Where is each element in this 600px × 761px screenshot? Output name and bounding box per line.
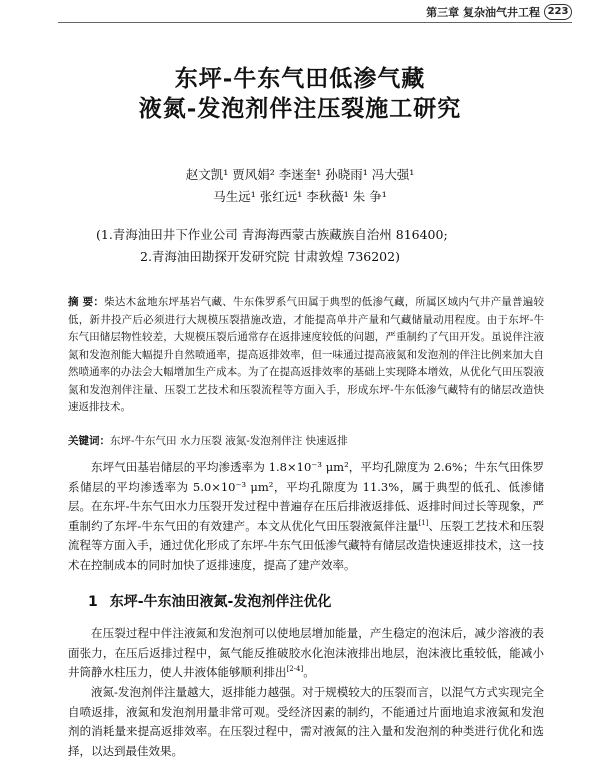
title-line-2: 液氮-发泡剂伴注压裂施工研究 <box>138 95 462 122</box>
section-paragraph-2 <box>68 683 544 761</box>
intro-text-a: 东坪气田基岩储层的平均渗透率为 1.8×10⁻³ μm²，平均孔隙度为 2.6%；牛东气田侏罗系储层的平均渗透率为 5.0×10⁻³ μm²，平均孔隙度为 11.3%，属于典型的低孔、低渗储层。在东坪-牛东气田水力压裂开发过程中普遍存在压后排液返排低、返排时间过长等现象，严重制约了东坪-牛东气田的有效建产。本文从优化气田压裂液氮伴注量 <box>68 460 544 533</box>
authors-line-1: 赵文凯¹ 贾风娟² 李迷奎¹ 孙晓雨¹ 冯大强¹ <box>185 167 415 182</box>
title-line-1: 东坪-牛东气田低渗气藏 <box>174 65 426 92</box>
author-list <box>60 164 540 208</box>
abstract-label: 摘 要： <box>68 296 105 308</box>
affiliation-2: 2.青海油田勘探开发研究院 甘肃敦煌 736202) <box>140 249 400 264</box>
intro-text-b: 、压裂工艺技术和压裂流程等方面入手，通过优化形成了东坪-牛东气田低渗气藏特有储层改造快速返排技术，这一技术在控制成本的同时加快了返排速度，提高了建产效率。 <box>68 518 545 572</box>
section-para-2-text: 液氮-发泡剂伴注量越大，返排能力越强。对于规模较大的压裂而言，以混气方式实现完全自喷返排，液氮和发泡剂用量非常可观。受经济因素的制约，不能通过片面地追求液氮和发泡剂的消耗量来提高返排效率。在压裂过程中，需对液氮的注入量和发泡剂的种类进行优化和选择，以达到最佳效果。 <box>68 685 544 758</box>
keywords-text: 东坪-牛东气田 水力压裂 液氮-发泡剂伴注 快速返排 <box>110 435 348 447</box>
keywords <box>68 433 544 450</box>
abstract <box>68 294 544 417</box>
section-paragraph-1 <box>68 624 544 683</box>
header-rule <box>58 22 572 23</box>
affiliation-1: (1.青海油田井下作业公司 青海海西蒙古族藏族自治州 816400; <box>96 227 448 242</box>
section-number: 1 <box>88 594 98 610</box>
authors-line-2: 马生远¹ 张红远¹ 李秋薇¹ 朱 争¹ <box>213 189 387 204</box>
chapter-title: 第三章 复杂油气井工程 <box>426 6 540 19</box>
section-heading-1 <box>88 592 331 612</box>
running-header <box>426 4 572 20</box>
abstract-text: 柴达木盆地东坪基岩气藏、牛东侏罗系气田属于典型的低渗气藏，所属区域内气井产量普遍较低，新井投产后必须进行大规模压裂措施改造，才能提高单井产量和气藏储量动用程度。由于东坪-牛东气田储层物性较差，大规模压裂后通常存在返排速度较低的问题，严重制约了气田开发。虽说伴注液氮和发泡剂能大幅提升自然喷通率，提高返排效率，但一味通过提高液氮和发泡剂的伴注比例来加大自然喷通率的办法会大幅增加生产成本。为了在提高返排效率的基础上实现降本增效，从优化气田压裂液氮和发泡剂伴注量、压裂工艺技术和压裂流程等方面入手，形成东坪-牛东低渗气藏特有的储层改造快速返排技术。 <box>68 296 545 413</box>
page-number: 223 <box>544 4 572 20</box>
intro-paragraph <box>68 458 544 575</box>
section-title: 东坪-牛东油田液氮-发泡剂伴注优化 <box>109 594 332 610</box>
paper-title <box>40 64 560 124</box>
keywords-label: 关键词： <box>68 435 110 447</box>
section-para-1-text-a: 在压裂过程中伴注液氮和发泡剂可以使地层增加能量，产生稳定的泡沫后，减少溶液的表面张力，在压后返排过程中，氮气能反推破胶水化泡沫液排出地层，泡沫液比重较低，能减小井筒静水柱压力，使人井液体能够顺利排出 <box>68 626 544 679</box>
affiliations <box>96 224 536 268</box>
citation-ref: [1] <box>418 518 429 527</box>
citation-ref: [2-4] <box>286 665 304 674</box>
section-para-1-text-b: 。 <box>303 665 315 679</box>
